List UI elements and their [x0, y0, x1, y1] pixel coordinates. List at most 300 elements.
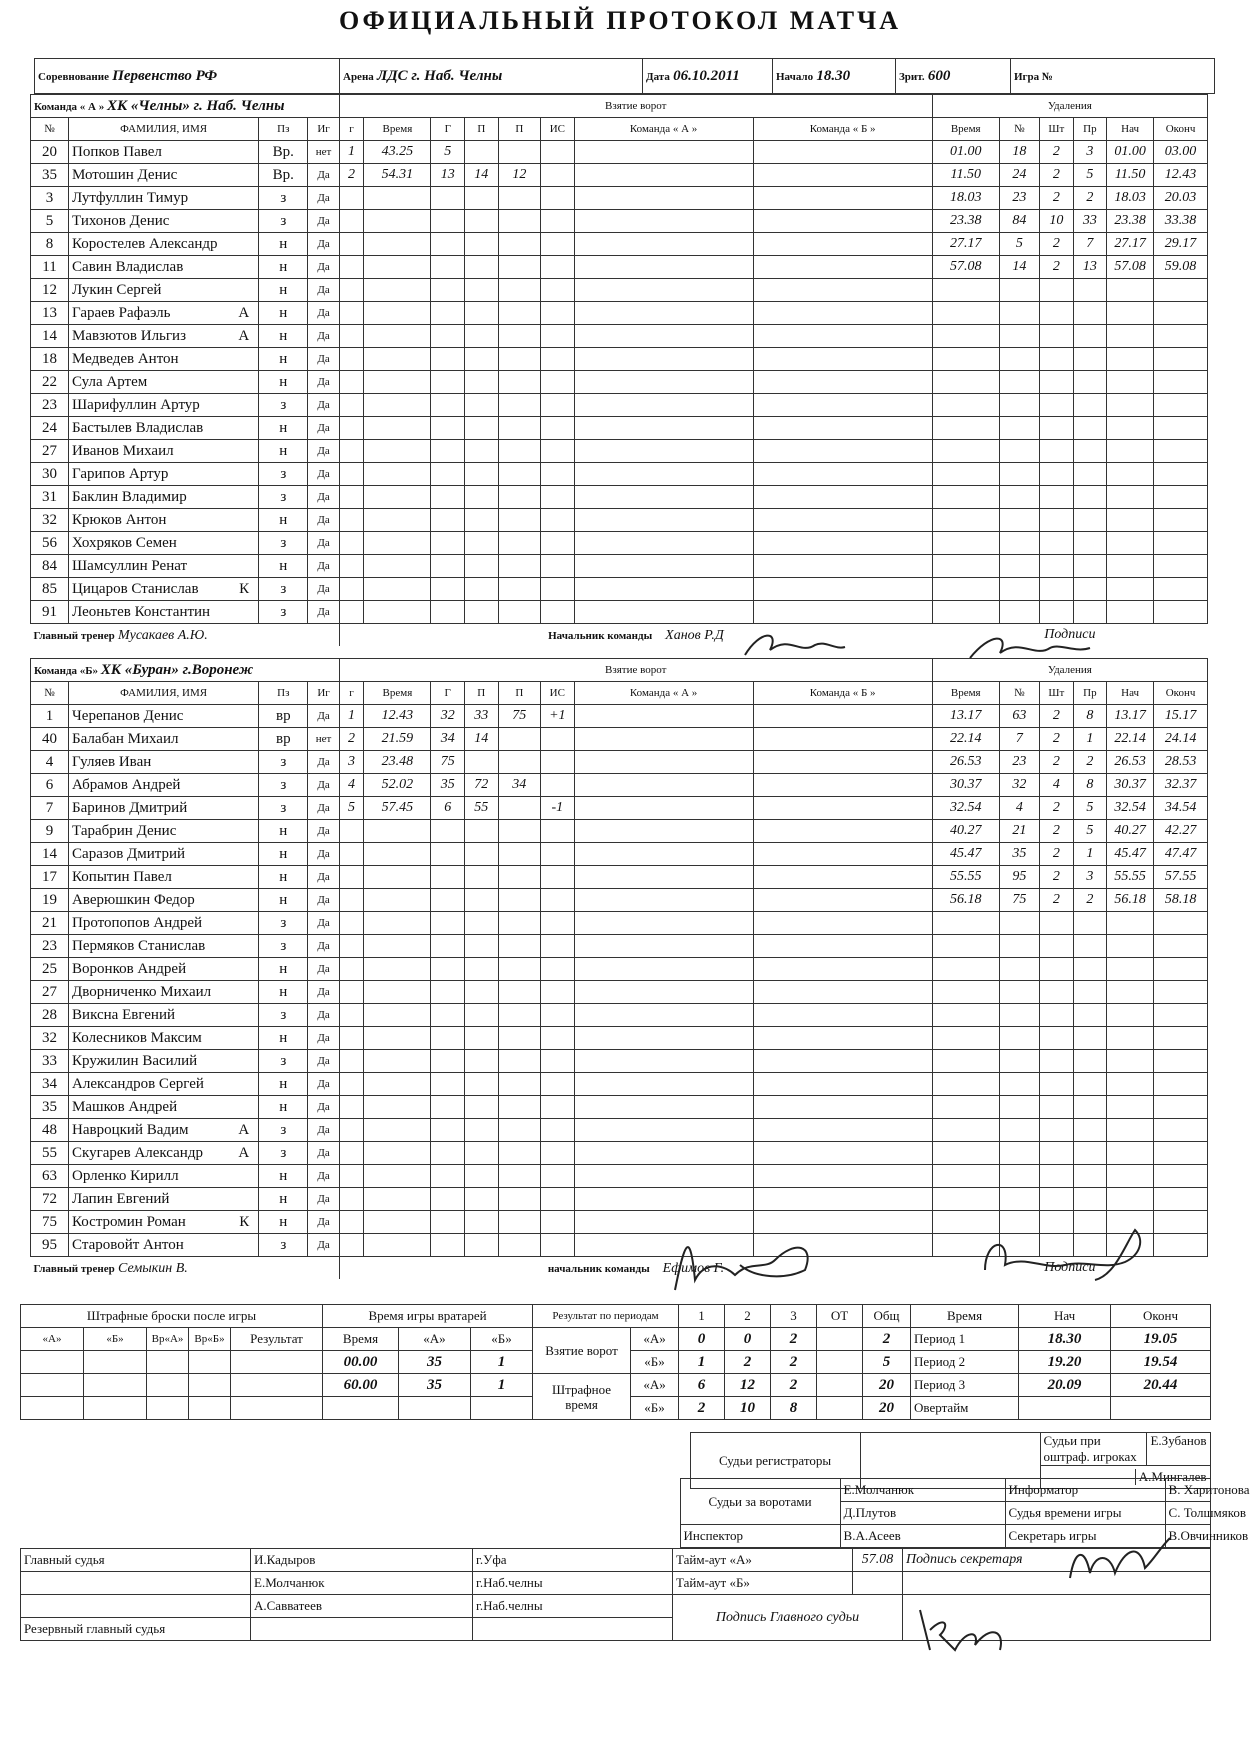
player-row — [31, 728, 1208, 751]
player-number: 13 — [31, 302, 69, 325]
player-number: 35 — [31, 164, 69, 187]
player-name: Мотошин Денис — [72, 166, 178, 183]
chief-label: Начальник команды — [548, 629, 653, 642]
player-position: н — [259, 417, 308, 440]
penalty-r: 1 — [1073, 728, 1107, 751]
pen-b-p1: 2 — [679, 1397, 725, 1420]
penalty-e: 20.03 — [1154, 187, 1208, 210]
game-number-label: Игра № — [1014, 71, 1053, 83]
penalty-e: 32.37 — [1154, 774, 1208, 797]
competition-label: Соревнование — [38, 70, 109, 83]
goal-g: 13 — [431, 164, 465, 187]
team-b-block — [30, 658, 1208, 1279]
player-played: Да — [308, 1073, 339, 1096]
goal-a2: 34 — [498, 774, 541, 797]
penalty-n: 84 — [999, 210, 1039, 233]
player-number: 9 — [31, 820, 69, 843]
player-position: з — [259, 1119, 308, 1142]
player-name: Крюков Антон — [72, 511, 167, 528]
col-team_a: Команда « А » — [574, 682, 753, 705]
player-name: Аверюшкин Федор — [72, 891, 195, 908]
player-position: н — [259, 1027, 308, 1050]
goal-a2: 12 — [498, 164, 541, 187]
player-played: Да — [308, 751, 339, 774]
col-pen_reason: Пр — [1073, 682, 1107, 705]
player-name: Машков Андрей — [72, 1098, 178, 1115]
col-time: Время — [364, 682, 431, 705]
date-label: Дата — [646, 70, 670, 83]
penalty-n: 32 — [999, 774, 1039, 797]
player-row — [31, 187, 1208, 210]
secretary-value: В.Овчинников — [1165, 1525, 1210, 1548]
player-name: Савин Владислав — [72, 258, 184, 275]
player-number: 34 — [31, 1073, 69, 1096]
overtime-end — [1111, 1397, 1211, 1420]
player-played: Да — [308, 1211, 339, 1234]
player-number: 23 — [31, 935, 69, 958]
goal-n: 5 — [339, 797, 364, 820]
goal-a1: 33 — [465, 705, 499, 728]
player-row — [31, 348, 1208, 371]
goals-a-ot — [817, 1328, 863, 1351]
penalty-e: 59.08 — [1154, 256, 1208, 279]
date-value: 06.10.2011 — [673, 67, 740, 84]
goal-n: 3 — [339, 751, 364, 774]
period-3-start: 20.09 — [1019, 1374, 1111, 1397]
player-position: н — [259, 820, 308, 843]
player-position: Вр. — [259, 164, 308, 187]
player-number: 14 — [31, 325, 69, 348]
shootout-title: Штрафные броски после игры — [21, 1305, 323, 1328]
player-captain-tag: К — [239, 580, 250, 597]
player-position: н — [259, 866, 308, 889]
player-number: 25 — [31, 958, 69, 981]
timekeeper-value: С. Толшмяков — [1165, 1502, 1210, 1525]
penalty-m: 2 — [1040, 141, 1074, 164]
player-name: Копытин Павел — [72, 868, 172, 885]
player-played: Да — [308, 843, 339, 866]
goalie-b-head: «Б» — [471, 1328, 533, 1351]
coach-name: Мусакаев А.Ю. — [118, 627, 208, 643]
penalty-t: 22.14 — [932, 728, 999, 751]
period-2-end: 19.54 — [1111, 1351, 1211, 1374]
arena-value: ЛДС г. Наб. Челны — [377, 67, 503, 84]
penalty-r: 7 — [1073, 233, 1107, 256]
penalty-m: 2 — [1040, 705, 1074, 728]
col-pen_start: Нач — [1107, 118, 1154, 141]
player-position: з — [259, 1142, 308, 1165]
overtime-label: Овертайм — [911, 1397, 1019, 1420]
goals-b-p2: 2 — [725, 1351, 771, 1374]
penalty-r: 2 — [1073, 889, 1107, 912]
goals-team-b-label: «Б» — [631, 1351, 679, 1374]
player-number: 55 — [31, 1142, 69, 1165]
player-played: Да — [308, 958, 339, 981]
player-played: Да — [308, 1096, 339, 1119]
penalty-m: 2 — [1040, 820, 1074, 843]
player-row — [31, 1073, 1208, 1096]
goal-t: 57.45 — [364, 797, 431, 820]
goal-t: 52.02 — [364, 774, 431, 797]
player-position: з — [259, 463, 308, 486]
player-row — [31, 463, 1208, 486]
goal-t: 54.31 — [364, 164, 431, 187]
period-3-label: Период 3 — [911, 1374, 1019, 1397]
penalty-s: 01.00 — [1107, 141, 1154, 164]
player-position: з — [259, 1004, 308, 1027]
col-played: Иг — [308, 118, 339, 141]
player-played: Да — [308, 509, 339, 532]
goal-is: -1 — [541, 797, 575, 820]
col-team_b: Команда « Б » — [753, 682, 932, 705]
player-name: Воронков Андрей — [72, 960, 187, 977]
col-pen_end: Оконч — [1154, 118, 1208, 141]
player-row — [31, 1050, 1208, 1073]
goalie-row-2-b: 1 — [471, 1374, 533, 1397]
chief-label: начальник команды — [547, 1262, 650, 1275]
player-position: з — [259, 187, 308, 210]
player-number: 72 — [31, 1188, 69, 1211]
col-assist1: П — [465, 682, 499, 705]
goalie-row-1-time: 00.00 — [323, 1351, 399, 1374]
goalie-row-1-a: 35 — [399, 1351, 471, 1374]
goals-team-a-label: «А» — [631, 1328, 679, 1351]
period-1-head: 1 — [679, 1305, 725, 1328]
goal-is — [541, 774, 575, 797]
player-position: з — [259, 935, 308, 958]
officials-table-2 — [20, 1478, 1250, 1548]
player-name: Старовойт Антон — [72, 1236, 184, 1253]
spectators-value: 600 — [927, 67, 951, 84]
col-pen_reason: Пр — [1073, 118, 1107, 141]
col-pen_time: Время — [932, 118, 999, 141]
player-played: нет — [308, 728, 339, 751]
player-name: Цицаров Станислав — [72, 580, 199, 597]
player-position: Вр. — [259, 141, 308, 164]
penalty-t: 18.03 — [932, 187, 999, 210]
penalty-s: 32.54 — [1107, 797, 1154, 820]
player-position: н — [259, 348, 308, 371]
player-played: Да — [308, 1188, 339, 1211]
player-played: Да — [308, 279, 339, 302]
player-number: 35 — [31, 1096, 69, 1119]
secretary-sign-label: Подпись секретаря — [903, 1549, 1211, 1572]
player-played: Да — [308, 601, 339, 624]
player-name: Черепанов Денис — [72, 707, 184, 724]
player-row — [31, 601, 1208, 624]
penalty-n: 5 — [999, 233, 1039, 256]
player-played: Да — [308, 935, 339, 958]
penalty-t: 56.18 — [932, 889, 999, 912]
player-number: 91 — [31, 601, 69, 624]
penalty-m: 2 — [1040, 256, 1074, 279]
penalty-s: 22.14 — [1107, 728, 1154, 751]
player-position: н — [259, 1188, 308, 1211]
player-row — [31, 210, 1208, 233]
player-number: 63 — [31, 1165, 69, 1188]
player-row — [31, 233, 1208, 256]
penalty-r: 3 — [1073, 141, 1107, 164]
penalty-t: 01.00 — [932, 141, 999, 164]
player-row — [31, 371, 1208, 394]
penalty-s: 57.08 — [1107, 256, 1154, 279]
col-is: ИС — [541, 682, 575, 705]
goals-a-p3: 2 — [771, 1328, 817, 1351]
player-captain-tag: А — [238, 1144, 250, 1161]
player-position: н — [259, 958, 308, 981]
col-goal: Г — [431, 682, 465, 705]
referee-2-name: Е.Молчанюк — [251, 1572, 473, 1595]
player-position: н — [259, 302, 308, 325]
player-position: н — [259, 1211, 308, 1234]
col-num: № — [31, 682, 69, 705]
col-played: Иг — [308, 682, 339, 705]
player-row — [31, 981, 1208, 1004]
informer-value: В. Харитонова — [1165, 1479, 1210, 1502]
periods-title: Результат по периодам — [533, 1305, 679, 1328]
penalty-s: 23.38 — [1107, 210, 1154, 233]
player-name: Колесников Максим — [72, 1029, 202, 1046]
player-name: Протопопов Андрей — [72, 914, 203, 931]
col-is: ИС — [541, 118, 575, 141]
chief-name: Ефимов Г. — [662, 1260, 725, 1276]
player-position: з — [259, 578, 308, 601]
penalty-r: 2 — [1073, 187, 1107, 210]
penalty-r: 5 — [1073, 164, 1107, 187]
penalty-t: 27.17 — [932, 233, 999, 256]
goal-a1: 14 — [465, 164, 499, 187]
penalty-t: 45.47 — [932, 843, 999, 866]
penalty-t: 32.54 — [932, 797, 999, 820]
penalties-section-title: Удаления — [932, 95, 1207, 118]
penalty-m: 2 — [1040, 797, 1074, 820]
penalty-e: 58.18 — [1154, 889, 1208, 912]
goals-b-p3: 2 — [771, 1351, 817, 1374]
col-g: г — [339, 118, 364, 141]
goalie-row-1-b: 1 — [471, 1351, 533, 1374]
player-name: Хохряков Семен — [72, 534, 177, 551]
player-name: Шарифуллин Артур — [72, 396, 200, 413]
player-row — [31, 1027, 1208, 1050]
signature-team-a-coach — [965, 628, 1095, 668]
player-row — [31, 774, 1208, 797]
goalie-time-title: Время игры вратарей — [323, 1305, 533, 1328]
penalty-t: 57.08 — [932, 256, 999, 279]
referees-table — [20, 1548, 1211, 1641]
player-row — [31, 1096, 1208, 1119]
col-goal: Г — [431, 118, 465, 141]
player-number: 31 — [31, 486, 69, 509]
player-name: Лукин Сергей — [72, 281, 162, 298]
player-name: Кружилин Василий — [72, 1052, 198, 1069]
team-name: ХК «Буран» г.Воронеж — [100, 661, 254, 678]
col-pen_num: № — [999, 118, 1039, 141]
player-name: Тихонов Денис — [72, 212, 170, 229]
penalty-label: Штрафное время — [533, 1374, 631, 1420]
goalie-row-2-a: 35 — [399, 1374, 471, 1397]
goals-section-title: Взятие ворот — [339, 95, 932, 118]
player-position: н — [259, 371, 308, 394]
signature-team-a-chief — [740, 625, 850, 665]
main-referee-sign-label: Подпись Главного судьи — [673, 1595, 903, 1641]
signatures-label: Подписи — [1044, 1260, 1096, 1275]
col-pen_num: № — [999, 682, 1039, 705]
player-played: Да — [308, 325, 339, 348]
penalty-r: 5 — [1073, 820, 1107, 843]
player-number: 48 — [31, 1119, 69, 1142]
goals-b-p1: 1 — [679, 1351, 725, 1374]
shootout-vrb-head: Вр«Б» — [189, 1328, 231, 1351]
col-pen_time: Время — [932, 682, 999, 705]
player-number: 6 — [31, 774, 69, 797]
player-number: 28 — [31, 1004, 69, 1027]
player-played: Да — [308, 820, 339, 843]
pen-b-total: 20 — [863, 1397, 911, 1420]
shootout-a-head: «А» — [21, 1328, 84, 1351]
goal-g: 75 — [431, 751, 465, 774]
timekeeper-label: Судья времени игры — [1005, 1502, 1165, 1525]
penalty-s: 11.50 — [1107, 164, 1154, 187]
pen-a-p1: 6 — [679, 1374, 725, 1397]
goal-a2 — [498, 728, 541, 751]
player-number: 30 — [31, 463, 69, 486]
penalty-e: 47.47 — [1154, 843, 1208, 866]
player-position: н — [259, 555, 308, 578]
goal-a1: 55 — [465, 797, 499, 820]
player-played: Да — [308, 486, 339, 509]
player-name: Балабан Михаил — [72, 730, 179, 747]
goal-g: 35 — [431, 774, 465, 797]
player-captain-tag: А — [238, 1121, 250, 1138]
goalie-a-head: «А» — [399, 1328, 471, 1351]
goals-label: Взятие ворот — [533, 1328, 631, 1374]
player-row — [31, 889, 1208, 912]
player-row — [31, 417, 1208, 440]
team-label: Команда « А » — [34, 100, 105, 113]
player-captain-tag: А — [238, 304, 250, 321]
penalty-n: 75 — [999, 889, 1039, 912]
pen-a-p2: 12 — [725, 1374, 771, 1397]
penalty-r: 1 — [1073, 843, 1107, 866]
period-end-head: Оконч — [1111, 1305, 1211, 1328]
player-name: Саразов Дмитрий — [72, 845, 186, 862]
team-label: Команда «Б» — [34, 664, 99, 677]
goal-a2 — [498, 141, 541, 164]
col-g: г — [339, 682, 364, 705]
penalty-n: 4 — [999, 797, 1039, 820]
player-position: з — [259, 486, 308, 509]
player-row — [31, 1119, 1208, 1142]
player-position: н — [259, 279, 308, 302]
penalty-n: 63 — [999, 705, 1039, 728]
goals-a-p2: 0 — [725, 1328, 771, 1351]
col-pen_end: Оконч — [1154, 682, 1208, 705]
player-played: Да — [308, 889, 339, 912]
team-a-block — [30, 94, 1208, 646]
col-name: ФАМИЛИЯ, ИМЯ — [69, 118, 259, 141]
goal-is — [541, 164, 575, 187]
player-row — [31, 1142, 1208, 1165]
player-name: Коростелев Александр — [72, 235, 218, 252]
col-name: ФАМИЛИЯ, ИМЯ — [69, 682, 259, 705]
document-title: ОФИЦИАЛЬНЫЙ ПРОТОКОЛ МАТЧА — [339, 6, 901, 35]
player-number: 11 — [31, 256, 69, 279]
player-name: Гуляев Иван — [72, 753, 152, 770]
player-played: Да — [308, 1027, 339, 1050]
penalty-n: 23 — [999, 187, 1039, 210]
penalty-n: 21 — [999, 820, 1039, 843]
col-assist1: П — [465, 118, 499, 141]
goal-n: 1 — [339, 705, 364, 728]
player-position: з — [259, 210, 308, 233]
penalty-t: 40.27 — [932, 820, 999, 843]
player-number: 1 — [31, 705, 69, 728]
player-played: Да — [308, 187, 339, 210]
pen-a-total: 20 — [863, 1374, 911, 1397]
player-position: н — [259, 1073, 308, 1096]
penalty-s: 55.55 — [1107, 866, 1154, 889]
penalties-section-title: Удаления — [932, 659, 1207, 682]
penalty-n: 14 — [999, 256, 1039, 279]
player-position: з — [259, 912, 308, 935]
penalty-s: 27.17 — [1107, 233, 1154, 256]
penalty-e: 57.55 — [1154, 866, 1208, 889]
player-played: Да — [308, 981, 339, 1004]
col-team_a: Команда « А » — [574, 118, 753, 141]
player-played: Да — [308, 555, 339, 578]
goal-n: 2 — [339, 164, 364, 187]
penalty-t: 11.50 — [932, 164, 999, 187]
penalty-e: 03.00 — [1154, 141, 1208, 164]
player-number: 3 — [31, 187, 69, 210]
player-row — [31, 578, 1208, 601]
player-position: н — [259, 256, 308, 279]
timeout-a-value: 57.08 — [853, 1549, 903, 1572]
penalty-r: 33 — [1073, 210, 1107, 233]
col-pos: Пз — [259, 682, 308, 705]
player-row — [31, 1165, 1208, 1188]
player-played: Да — [308, 348, 339, 371]
goal-a1 — [465, 141, 499, 164]
player-played: Да — [308, 912, 339, 935]
penalty-m: 2 — [1040, 889, 1074, 912]
player-row — [31, 325, 1208, 348]
period-start-head: Нач — [1019, 1305, 1111, 1328]
player-number: 32 — [31, 509, 69, 532]
player-name: Дворниченко Михаил — [72, 983, 212, 1000]
penalty-e: 29.17 — [1154, 233, 1208, 256]
goal-g: 32 — [431, 705, 465, 728]
goal-g: 34 — [431, 728, 465, 751]
player-row — [31, 958, 1208, 981]
goalie-row-2-time: 60.00 — [323, 1374, 399, 1397]
penbox-judge-1: Е.Зубанов — [1150, 1433, 1207, 1448]
penalty-r: 13 — [1073, 256, 1107, 279]
penalty-m: 2 — [1040, 843, 1074, 866]
player-position: з — [259, 1234, 308, 1257]
player-row — [31, 141, 1208, 164]
player-position: н — [259, 233, 308, 256]
player-name: Баринов Дмитрий — [72, 799, 188, 816]
goal-a1: 14 — [465, 728, 499, 751]
pen-b-p3: 8 — [771, 1397, 817, 1420]
player-position: з — [259, 774, 308, 797]
player-row — [31, 394, 1208, 417]
goal-t: 21.59 — [364, 728, 431, 751]
player-played: Да — [308, 705, 339, 728]
goal-g: 6 — [431, 797, 465, 820]
player-name: Иванов Михаил — [72, 442, 174, 459]
